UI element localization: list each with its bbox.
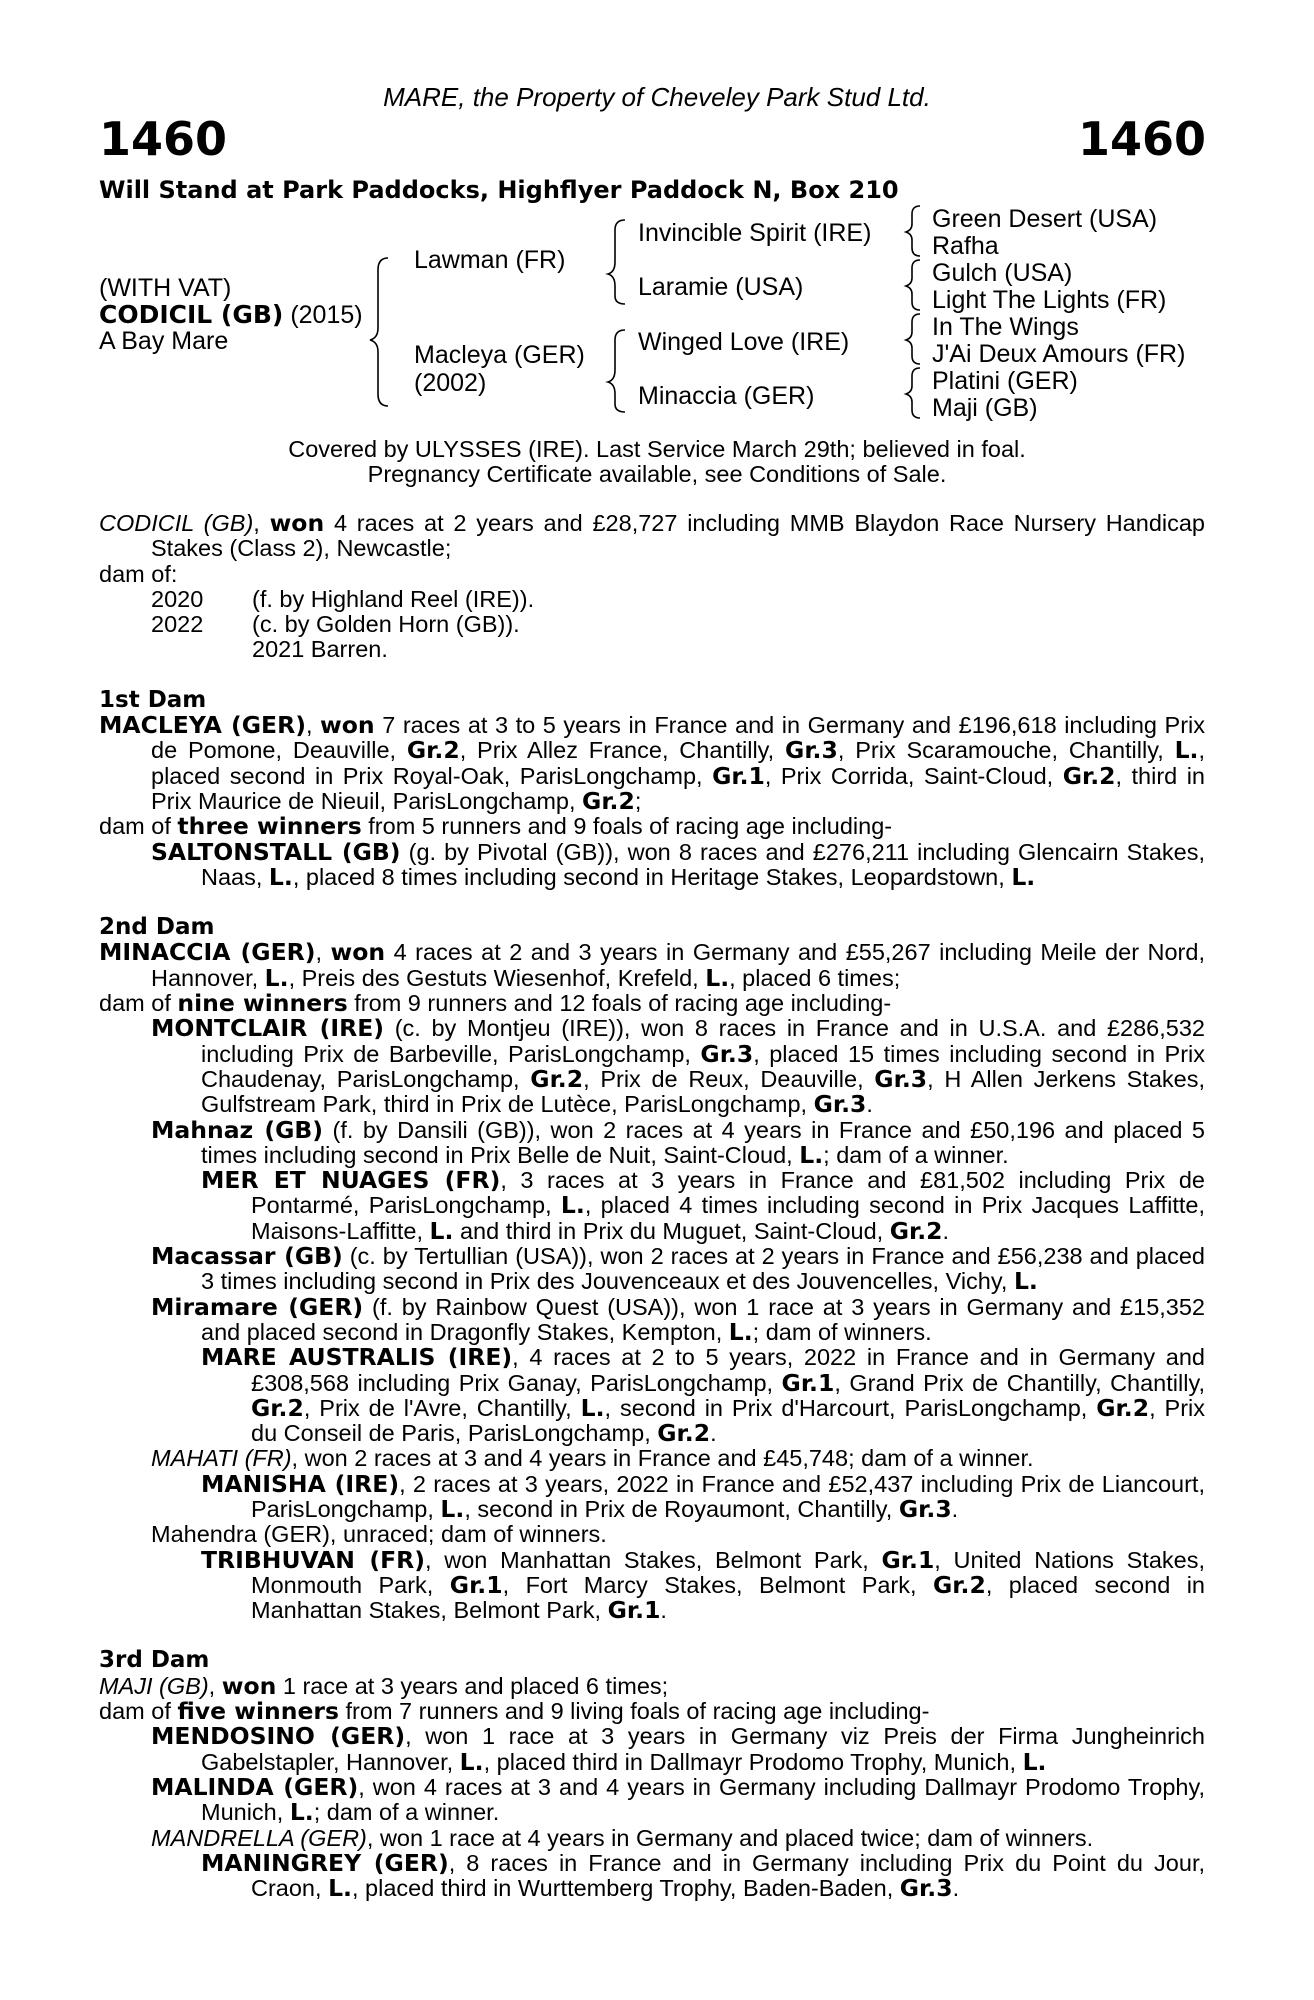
third-dam-record: MAJI (GB), won 1 race at 3 years and placed 6 times; <box>99 1671 669 1700</box>
first-dam-heading: 1st Dam <box>99 686 207 713</box>
offspring-miramare: Miramare (GER) (f. by Rainbow Quest (USA)), won 1 race at 3 years in Germany and £15,352 and placed second in Dragonfly Stakes, Kempton, L.; dam of winners. <box>151 1292 1206 1346</box>
foal-row: 2020 (f. by Highland Reel (IRE)). <box>151 585 535 612</box>
lot-number-left: 1460 <box>99 112 228 166</box>
offspring-mahendra: Mahendra (GER), unraced; dam of winners. <box>151 1521 607 1548</box>
offspring-manisha: MANISHA (IRE), 2 races at 3 years, 2022 in France and £52,437 including Prix de Liancourt, ParisLongchamp, L., second in Prix de Royaumont, Chantilly, Gr.3. <box>201 1469 1205 1523</box>
second-dam-record: MINACCIA (GER), won 4 races at 2 and 3 years in Germany and £55,267 including Meile der Nord, Hannover, L., Preis des Gestuts Wiesenhof, Krefeld, L., placed 6 times; <box>99 938 1205 992</box>
offspring-mendosino: MENDOSINO (GER), won 1 race at 3 years in Germany viz Preis der Firma Jungheinrich Gabelstapler, Hannover, L., placed third in Dallmayr Prodomo Trophy, Munich, L. <box>151 1722 1205 1776</box>
foal-row: 2021 Barren. <box>252 636 388 663</box>
ped-dam-dam: Minaccia (GER) <box>638 382 815 410</box>
lot-number-right: 1460 <box>1077 112 1206 166</box>
location-line: Will Stand at Park Paddocks, Highflyer Paddock N, Box 210 <box>99 176 899 204</box>
offspring-maningrey: MANINGREY (GER), 8 races in France and in Germany including Prix du Point du Jour, Craon, L., placed third in Wurttemberg Trophy, Baden-Baden, Gr.3. <box>201 1848 1205 1903</box>
vat-note: (WITH VAT) <box>99 274 232 302</box>
first-dam-produce: dam of three winners from 5 runners and 9 foals of racing age including- <box>99 812 893 841</box>
ped-dss: In The Wings <box>932 313 1079 341</box>
second-dam-heading: 2nd Dam <box>99 914 215 941</box>
offspring-mer-et-nuages: MER ET NUAGES (FR), 3 races at 3 years in France and £81,502 including Prix de Pontarmé, ParisLongchamp, L., placed 4 times including second in Prix Jacques Laffitte, Maisons-Laffitte, L. and third in Prix du Muguet, Saint-Cloud, Gr.2. <box>201 1166 1206 1245</box>
third-dam-produce: dam of five winners from 7 runners and 9 living foals of racing age including- <box>99 1697 930 1726</box>
intro-horse-name: CODICIL (GB) <box>99 510 254 536</box>
ped-dds: Platini (GER) <box>932 367 1078 395</box>
ped-dam: Macleya (GER) <box>414 341 585 369</box>
ped-ddd: Maji (GB) <box>932 394 1038 422</box>
ped-dsd: J'Ai Deux Amours (FR) <box>932 340 1186 368</box>
ped-dam-sire: Winged Love (IRE) <box>638 328 850 356</box>
offspring-mare-australis: MARE AUSTRALIS (IRE), 4 races at 2 to 5 years, 2022 in France and in Germany and £308,568 including Prix Ganay, ParisLongchamp, Gr.1, Grand Prix de Chantilly, Chantilly, Gr.2, Prix de l'Avre, Chantilly, L., second in Prix d'Harcourt, ParisLongchamp, Gr.2, Prix du Conseil de Paris, ParisLongchamp, Gr.2. <box>201 1343 1206 1448</box>
ped-dam-year: (2002) <box>414 369 487 397</box>
property-line: MARE, the Property of Cheveley Park Stud Ltd. <box>383 82 931 112</box>
horse-name: CODICIL (GB) <box>99 300 284 329</box>
offspring-macassar: Macassar (GB) (c. by Tertullian (USA)), won 2 races at 2 years in France and £56,238 and placed 3 times including second in Prix des Jouvenceaux et des Jouvencelles, Vichy, L. <box>151 1242 1205 1296</box>
ped-ssd: Rafha <box>932 232 999 260</box>
produce-record <box>99 511 1205 1901</box>
offspring-mahnaz: Mahnaz (GB) (f. by Dansili (GB)), won 2 races at 4 years in France and £50,196 and placed 5 times including second in Prix Belle de Nuit, Saint-Cloud, L.; dam of a winner. <box>151 1115 1205 1169</box>
first-dam-record: MACLEYA (GER), won 7 races at 3 to 5 years in France and in Germany and £196,618 including Prix de Pomone, Deauville, Gr.2, Prix Allez France, Chantilly, Gr.3, Prix Scaramouche, Chantilly, L., placed second in Prix Royal-Oak, ParisLongchamp, Gr.1, Prix Corrida, Saint-Cloud, Gr.2, third in Prix Maurice de Nieuil, ParisLongchamp, Gr.2; <box>99 711 1206 815</box>
ped-sire-sire: Invincible Spirit (IRE) <box>638 219 872 247</box>
ped-sss: Green Desert (USA) <box>932 205 1158 233</box>
offspring-mandrella: MANDRELLA (GER), won 1 race at 4 years in Germany and placed twice; dam of winners. <box>151 1824 1094 1851</box>
second-dam-produce: dam of nine winners from 9 runners and 12 foals of racing age including- <box>99 989 892 1018</box>
covered-line-1: Covered by ULYSSES (IRE). Last Service March 29th; believed in foal. <box>288 436 1026 462</box>
covered-line-2: Pregnancy Certificate available, see Conditions of Sale. <box>367 461 947 487</box>
offspring-mahati: MAHATI (FR), won 2 races at 3 and 4 years in France and £45,748; dam of a winner. <box>151 1445 1034 1472</box>
foal-row: 2022 (c. by Golden Horn (GB)). <box>151 611 520 638</box>
ped-sire-dam: Laramie (USA) <box>638 273 804 301</box>
offspring-tribhuvan: TRIBHUVAN (FR), won Manhattan Stakes, Belmont Park, Gr.1, United Nations Stakes, Monmouth Park, Gr.1, Fort Marcy Stakes, Belmont Park, Gr.2, placed second in Manhattan Stakes, Belmont Park, Gr.1. <box>201 1545 1206 1625</box>
horse-description: A Bay Mare <box>99 327 229 355</box>
horse-year: (2015) <box>290 301 363 329</box>
offspring-montclair: MONTCLAIR (IRE) (c. by Montjeu (IRE)), won 8 races in France and in U.S.A. and £286,532 including Prix de Barbeville, ParisLongchamp, Gr.3, placed 15 times including second in Prix Chaudenay, ParisLongchamp, Gr.2, Prix de Reux, Deauville, Gr.3, H Allen Jerkens Stakes, Gulfstream Park, third in Prix de Lutèce, ParisLongchamp, Gr.3. <box>151 1014 1206 1119</box>
intro-dam-of: dam of: <box>99 560 178 587</box>
first-dam-offspring: SALTONSTALL (GB) (g. by Pivotal (GB)), won 8 races and £276,211 including Glencairn Stakes, Naas, L., placed 8 times including second in Heritage Stakes, Leopardstown, L. <box>151 837 1205 891</box>
ped-sdd: Light The Lights (FR) <box>932 286 1167 314</box>
ped-sds: Gulch (USA) <box>932 259 1073 287</box>
third-dam-heading: 3rd Dam <box>99 1647 210 1674</box>
intro-paragraph: CODICIL (GB), won 4 races at 2 years and £28,727 including MMB Blaydon Race Nursery Handicap Stakes (Class 2), Newcastle; <box>99 509 1206 562</box>
ped-sire: Lawman (FR) <box>414 246 566 274</box>
offspring-malinda: MALINDA (GER), won 4 races at 3 and 4 years in Germany including Dallmayr Prodomo Trophy, Munich, L.; dam of a winner. <box>151 1772 1205 1827</box>
